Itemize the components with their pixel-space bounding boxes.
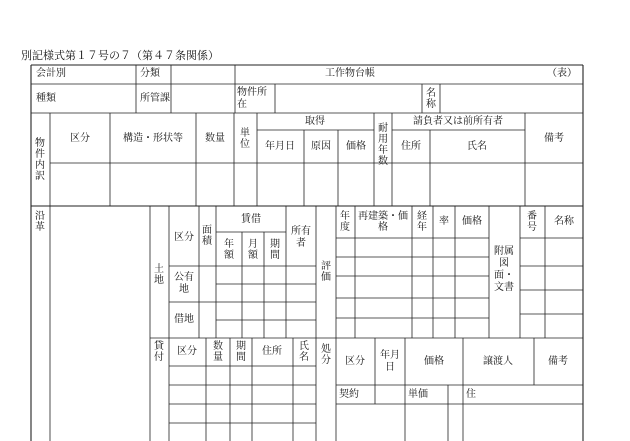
loan-label: 貸付 <box>154 341 164 363</box>
disp-category-header: 区分 <box>345 356 365 367</box>
detail-category-header: 区分 <box>70 133 90 144</box>
number-header: 番号 <box>527 211 537 233</box>
quantity-header: 数量 <box>205 133 225 144</box>
attached-docs-label: 附属図面・文書 <box>494 246 514 293</box>
area-header: 面積 <box>202 225 212 247</box>
ledger-title: 工作物台帳 <box>325 68 375 79</box>
remarks-header: 備考 <box>544 133 564 144</box>
loan-address-header: 住所 <box>262 346 282 357</box>
loan-name-header: 氏名 <box>299 341 309 363</box>
valuation-label: 評価 <box>321 261 331 283</box>
item-breakdown-label: 物件内訳 <box>35 138 45 182</box>
unit-price-label: 単価 <box>408 389 428 400</box>
rate-header: 率 <box>439 216 449 227</box>
lease-header: 賃借 <box>241 214 261 225</box>
val-price-header: 価格 <box>462 216 482 227</box>
acq-date-header: 年月日 <box>265 141 295 152</box>
acquisition-header: 取得 <box>305 116 325 127</box>
land-label: 土地 <box>154 264 164 286</box>
owner-header: 所有者 <box>291 226 311 249</box>
monthly-header: 月額 <box>248 239 258 261</box>
land-category-header: 区分 <box>174 232 194 243</box>
public-land-label: 公有地 <box>174 272 194 295</box>
elapsed-years-header: 経年 <box>417 211 427 233</box>
classification-label: 分類 <box>140 68 160 79</box>
attached-name-header: 名称 <box>554 216 574 227</box>
val-year-header: 年度 <box>340 211 350 233</box>
loan-quantity-header: 数量 <box>213 341 223 363</box>
contractor-header: 請負者又は前所有者 <box>413 116 503 127</box>
structure-header: 構造・形状等 <box>123 133 183 144</box>
person-name-header: 氏名 <box>467 141 487 152</box>
service-life-header: 耐用年数 <box>378 123 388 167</box>
loan-category-header: 区分 <box>177 346 197 357</box>
rebuild-price-header: 再建築・価格 <box>358 211 408 233</box>
account-label: 会計別 <box>36 68 66 79</box>
contract-label: 契約 <box>339 389 359 400</box>
unit-header: 単位 <box>240 128 250 150</box>
form-caption: 別記様式第１７号の７（第４７条関係） <box>21 49 219 62</box>
residence-label: 住 <box>466 389 476 400</box>
address-header: 住所 <box>401 141 421 152</box>
type-label: 種類 <box>36 93 56 104</box>
disp-date-header: 年月日 <box>380 350 400 373</box>
acq-cause-header: 原因 <box>311 141 331 152</box>
location-label: 物件所在 <box>237 87 267 110</box>
disp-remarks-header: 備考 <box>548 356 568 367</box>
disp-price-header: 価格 <box>424 356 444 367</box>
disposal-label: 処分 <box>321 344 331 366</box>
period-header: 期間 <box>270 239 280 261</box>
acq-price-header: 価格 <box>346 141 366 152</box>
transferee-header: 譲渡人 <box>483 356 513 367</box>
front-side-mark: （表） <box>547 68 577 79</box>
history-label: 沿革 <box>35 211 45 233</box>
annual-header: 年額 <box>224 239 234 261</box>
name-label: 名称 <box>426 88 436 110</box>
department-label: 所管課 <box>140 93 170 104</box>
leased-land-label: 借地 <box>174 314 194 325</box>
loan-period-header: 期間 <box>236 341 246 363</box>
